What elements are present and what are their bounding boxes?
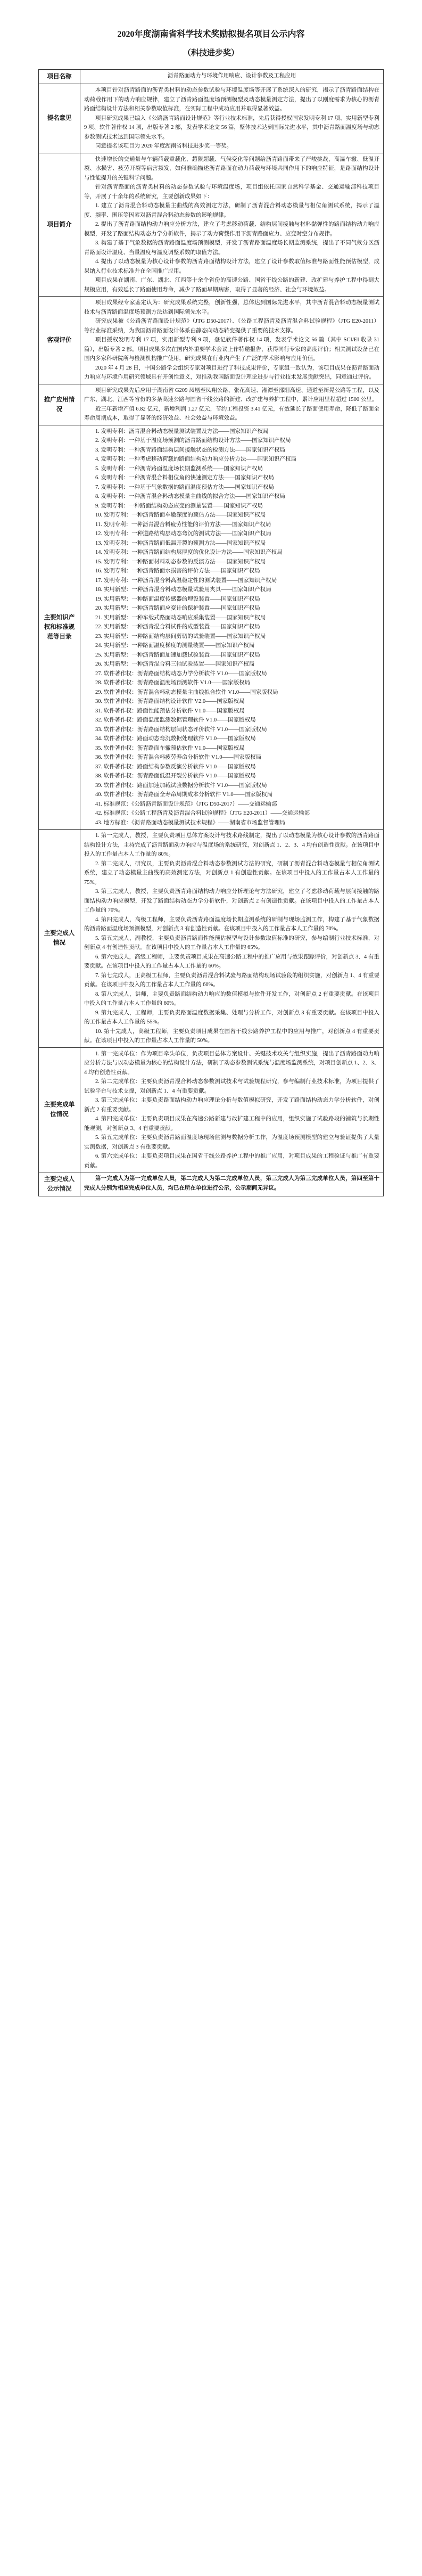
ip-list-item: 18. 实用新型：一种沥青混合料动态模量试验用夹具——国家知识产权局: [95, 587, 271, 593]
completer-entry: 8. 第八完成人，讲师，主要负责路面结构动力响应的数值模拟与软件开发工作，对创新点 2 有重要贡献。在该项目中投入的工作量占本人工作量的 60%。: [84, 991, 379, 1006]
ip-list-item: 4. 发明专利：一种考虑移动荷载的路面结构动力响应分析方法——国家知识产权局: [95, 456, 296, 462]
opinion-paragraph: 本项目针对沥青路面的沥青类材料的动态参数试验与环境温度场等开展了系统深入的研究，揭示了沥青路面结构在动荷载作用下的动力响应规律，建立了沥青路面温度场预测模型及动态模量测定方法，提出了以刚度需求为核心的沥青路面结构设计方法和相关参数取值标准，在实际工程中成功应用并取得显著效益。: [84, 87, 379, 112]
application-paragraph: 近三年新增产值 6.82 亿元，新增利润 1.27 亿元，节约工程投资 3.41 亿元，有效延长了路面使用寿命，降低了路面全寿命周期成本，取得了显著的经济效益、社会效益与环境效益。: [84, 406, 379, 421]
document-subtitle: （科技进步奖）: [183, 49, 239, 58]
evaluation-paragraph: 项目成果经专家鉴定认为：研究成果系统完整，创新性强，总体达到国际先进水平，其中沥青混合料动态模量测试技术与沥青路面温度场预测方法达到国际领先水平。: [84, 300, 379, 315]
ip-list-item: 36. 软件著作权：沥青混合料疲劳寿命分析软件 V1.0——国家版权局: [95, 754, 262, 760]
completer-entry: 4. 第四完成人，高级工程师，主要负责沥青路面温度场长期监测系统的研制与现场监测工作，构建了基于气象数据的沥青路面温度场预测模型，对创新点 3 有创造性贡献。在该项目中投入的工作量占本人工作量的 70%。: [84, 916, 379, 932]
completers-content: [80, 830, 384, 1048]
summary-paragraph: 1. 建立了沥青混合料动态模量主曲线的高效测定方法，研制了沥青混合料动态模量与相位角测试系统，揭示了温度、频率、围压等因素对沥青混合料动态参数的影响规律。: [84, 203, 379, 218]
opinion-paragraph: 同意提名该项目为 2020 年度湖南省科技进步奖一等奖。: [95, 143, 233, 149]
ip-list-item: 6. 发明专利：一种沥青混合料相位角的快速测定方法——国家知识产权局: [95, 475, 274, 481]
unit-entry: 6. 第六完成单位：主要负责项目成果在国省干线公路养护工程中的推广应用，对项目成果的工程验证与推广有重要贡献。: [84, 1153, 379, 1169]
project-summary-content: [80, 153, 384, 297]
unit-entry: 4. 第四完成单位：主要负责项目成果在高速公路新建与改扩建工程中的应用，组织实施了试验路段的铺筑与长期性能观测，对创新点 3、4 有重要贡献。: [84, 1116, 379, 1131]
row-nomination-opinion: [39, 84, 384, 153]
ip-list-item: 12. 发明专利：一种道路结构层动态弯沉的测试方法——国家知识产权局: [95, 531, 271, 537]
label-application: 推广应用情况: [39, 384, 80, 425]
ip-list-item: 22. 实用新型：一种沥青混合料试件的成型装置——国家知识产权局: [95, 624, 260, 630]
completers-units-note: 第一完成人为第一完成单位人员，第二完成人为第二完成单位人员，第三完成人为第三完成单位人员，第四至第十完成人分别为相应完成单位人员，均已在所在单位进行公示，公示期间无异议。: [84, 1176, 379, 1191]
row-units: [39, 1047, 384, 1172]
ip-list-item: 29. 软件著作权：沥青混合料动态模量主曲线拟合软件 V1.0——国家版权局: [95, 689, 278, 695]
ip-list-item: 5. 发明专利：一种沥青路面温度场长期监测系统——国家知识产权局: [95, 465, 263, 472]
ip-list-item: 3. 发明专利：一种沥青路面结构层间接触状态的检测方法——国家知识产权局: [95, 447, 285, 453]
ip-list-item: 38. 软件著作权：沥青路面低温开裂分析软件 V1.0——国家版权局: [95, 773, 256, 779]
ip-list-item: 8. 发明专利：一种沥青混合料动态模量主曲线的拟合方法——国家知识产权局: [95, 494, 285, 499]
label-project-name: 项目名称: [39, 70, 80, 84]
row-application: [39, 384, 384, 425]
row-completers: [39, 830, 384, 1048]
ip-list-item: 34. 软件著作权：路面动态弯沉数据处理软件 V1.0——国家版权局: [95, 736, 256, 742]
unit-entry: 2. 第二完成单位：主要负责沥青混合料动态参数测试技术与试验规程研究，参与编制行业技术标准，为项目提供了试验平台与技术支撑，对创新点 1、4 有重要贡献。: [84, 1079, 379, 1094]
ip-list-item: 16. 发明专利：一种沥青路面水损害的评价方法——国家知识产权局: [95, 568, 260, 574]
unit-entry: 5. 第五完成单位：主要负责沥青路面温度场现场监测与数据分析工作，为温度场预测模型的建立与验证提供了大量实测数据，对创新点 3 有重要贡献。: [84, 1135, 379, 1150]
row-completers-units: [39, 1172, 384, 1196]
ip-list-item: 27. 软件著作权：沥青路面结构动态力学分析软件 V1.0——国家版权局: [95, 670, 267, 677]
ip-list-content: [80, 425, 384, 830]
document-title: 2020年度湖南省科学技术奖励拟提名项目公示内容: [117, 30, 305, 39]
label-objective-evaluation: 客观评价: [39, 297, 80, 384]
summary-paragraph: 4. 提出了以动态模量为核心设计参数的沥青路面结构设计方法，建立了设计参数取值标准与路面性能预估模型，成果纳入行业技术标准并在全国推广应用。: [84, 259, 379, 274]
ip-list-item: 10. 发明专利：一种沥青路面车辙深度的预估方法——国家知识产权局: [95, 512, 266, 518]
ip-list-item: 25. 实用新型：一种沥青路面加速加载试验装置——国家知识产权局: [95, 652, 260, 658]
evaluation-paragraph: 2020 年 4 月 28 日，中国公路学会组织专家对项目进行了科技成果评价，专家组一致认为，该项目成果在沥青路面动力响应与环境作用研究领域具有开创性意义，对推动我国路面设计理论进步与行业技术发展贡献突出，同意通过评价。: [84, 365, 379, 380]
ip-list-item: 19. 实用新型：一种路面温度传感器的埋设装置——国家知识产权局: [95, 596, 260, 602]
summary-paragraph: 针对沥青路面的沥青类材料的动态参数试验与环境温度场，项目组依托国家自然科学基金、交通运输部科技项目等，开展了十余年的系统研究，主要创新成果如下：: [84, 184, 379, 200]
ip-list-item: 42. 标准规范：《公路工程沥青及沥青混合料试验规程》（JTG E20-2011）——交通运输部: [95, 810, 310, 816]
label-project-summary: 项目简介: [39, 153, 80, 297]
ip-list-item: 37. 软件著作权：路面结构参数反演分析软件 V1.0——国家版权局: [95, 764, 256, 770]
project-name-value: 沥青路面动力与环境作用响应、设计参数及工程应用: [80, 70, 384, 84]
ip-list-item: 14. 发明专利：一种沥青路面结构层厚度的优化设计方法——国家知识产权局: [95, 549, 283, 555]
ip-list-item: 2. 发明专利：一种基于温度场预测的沥青路面结构设计方法——国家知识产权局: [95, 438, 291, 444]
ip-list-item: 17. 发明专利：一种沥青混合料高温稳定性的测试装置——国家知识产权局: [95, 577, 277, 584]
completer-entry: 3. 第三完成人，教授，主要负责沥青路面结构动力响应分析理论与方法研究，建立了考虑移动荷载与层间接触的路面结构动力响应模型，开发了路面结构动态力学分析软件，对创新点 2 有创造性贡献。在该项目中投入的工作量占本人工作量的 70%。: [84, 889, 379, 913]
label-completers-units: 主要完成人公示情况: [39, 1172, 80, 1196]
evaluation-paragraph: 项目授权发明专利 17 项，实用新型专利 9 项，登记软件著作权 14 项，发表学术论文 56 篇（其中 SCI/EI 收录 31 篇），出版专著 2 部。项目成果多次在国内外重要学术会议上作特邀报告，获得同行专家的高度评价；相关测试设备已在国内多家科研院所与检测机构推广使用，研究成果在行业内产生了广泛的学术影响与应用价值。: [84, 337, 379, 362]
ip-list-item: 31. 软件著作权：路面性能预估分析软件 V1.0——国家版权局: [95, 708, 245, 714]
ip-list-item: 43. 地方标准：《沥青路面动态模量测试技术规程》——湖南省市场监督管理局: [95, 819, 285, 826]
row-project-name: [39, 70, 384, 84]
row-objective-evaluation: [39, 297, 384, 384]
project-info-table: [38, 69, 384, 1196]
ip-list-item: 20. 实用新型：一种沥青路面应变计的保护装置——国家知识产权局: [95, 605, 260, 611]
document-page: [0, 0, 422, 1196]
completer-entry: 7. 第七完成人，正高级工程师，主要负责沥青混合料试验与路面结构现场试验段的组织实施，对创新点 1、4 有重要贡献。在该项目中投入的工作量占本人工作量的 60%。: [84, 972, 379, 988]
ip-list-item: 30. 软件著作权：沥青路面结构设计软件 V2.0——国家版权局: [95, 699, 245, 704]
ip-list-item: 9. 发明专利：一种路面结构动态应变的测量装置——国家知识产权局: [95, 503, 263, 509]
evaluation-paragraph: 研究成果被《公路沥青路面设计规范》（JTG D50-2017）、《公路工程沥青及沥青混合料试验规程》（JTG E20-2011）等行业标准采纳，为我国沥青路面设计体系由静态向动态转变提供了重要的技术支撑。: [84, 318, 379, 334]
unit-entry: 1. 第一完成单位：作为项目牵头单位，负责项目总体方案设计、关键技术攻关与组织实施，提出了沥青路面动力响应分析方法与以动态模量为核心的结构设计方法，研制了动态参数测试系统与温度场监测系统，对项目创新点 1、2、3、4 均有创造性贡献。: [84, 1051, 379, 1076]
label-completers: 主要完成人情况: [39, 830, 80, 1048]
ip-list-item: 21. 实用新型：一种车载式路面动态响应采集装置——国家知识产权局: [95, 614, 266, 621]
ip-list-item: 15. 发明专利：一种路面材料动态参数的反演方法——国家知识产权局: [95, 559, 266, 565]
application-paragraph: 项目研究成果先后应用于湖南省 G209 凤凰至凤翔公路、张花高速、湘潭至邵阳高速、通道至新晃公路等工程，以及广东、湖北、江西等省份的多条高速公路与国省干线公路的新建、改扩建与养护工程中，累计应用里程超过 1500 公里。: [84, 387, 379, 403]
label-nomination-opinion: 提名意见: [39, 84, 80, 153]
objective-evaluation-content: [80, 297, 384, 384]
completer-entry: 1. 第一完成人，教授，主要负责项目总体方案设计与技术路线制定，提出了以动态模量为核心设计参数的沥青路面结构设计方法，主持完成了沥青路面动力响应与温度场的系统研究，对创新点 1、2、3、4 均有创造性贡献。在该项目中投入的工作量占本人工作量的 80%。: [84, 833, 379, 857]
completer-entry: 9. 第九完成人，工程师，主要负责路面温度数据采集、处理与分析工作，对创新点 3 有重要贡献。在该项目中投入的工作量占本人工作量的 55%。: [84, 1010, 379, 1025]
units-content: [80, 1047, 384, 1172]
summary-paragraph: 2. 提出了沥青路面结构动力响应分析方法，建立了考虑移动荷载、结构层间接触与材料黏弹性的路面结构动力响应模型，开发了路面结构动态力学分析软件，揭示了动力荷载作用下沥青路面应力、应变时空分布规律。: [84, 221, 379, 237]
ip-list-item: 32. 软件著作权：路面温度监测数据管理软件 V1.0——国家版权局: [95, 717, 256, 723]
ip-list-item: 11. 发明专利：一种沥青混合料疲劳性能的评价方法——国家知识产权局: [95, 521, 271, 528]
ip-list-item: 33. 软件著作权：沥青路面结构层间状态评价软件 V1.0——国家版权局: [95, 726, 267, 733]
ip-list-item: 24. 实用新型：一种路面温度梯度的测量装置——国家知识产权局: [95, 643, 255, 649]
ip-list-item: 41. 标准规范：《公路沥青路面设计规范》（JTG D50-2017）——交通运输部: [95, 801, 277, 807]
completer-entry: 2. 第二完成人，研究员，主要负责沥青混合料动态参数测试方法的研究，研制了沥青混合料动态模量与相位角测试系统，建立了动态模量主曲线的高效测定方法，对创新点 1 有创造性贡献。在该项目中投入的工作量占本人工作量的 75%。: [84, 860, 379, 885]
opinion-paragraph: 项目研究成果已编入《公路沥青路面设计规范》等行业技术标准，先后获得授权国家发明专利 17 项、实用新型专利 9 项、软件著作权 14 项，出版专著 2 部，发表学术论文 56 篇，整体技术达到国际先进水平，其中沥青路面温度场与动态参数测试技术达到国际领先水平。: [84, 115, 379, 140]
ip-list-item: 26. 实用新型：一种沥青混合料三轴试验装置——国家知识产权局: [95, 661, 255, 667]
ip-list-item: 35. 软件著作权：沥青路面车辙预估软件 V1.0——国家版权局: [95, 745, 245, 751]
row-project-summary: [39, 153, 384, 297]
completer-entry: 10. 第十完成人，高级工程师，主要负责项目成果在国省干线公路养护工程中的应用与推广，对创新点 4 有重要贡献。在该项目中投入的工作量占本人工作量的 50%。: [84, 1028, 379, 1044]
label-ip-list: 主要知识产权和标准规范等目录: [39, 425, 80, 830]
label-units: 主要完成单位情况: [39, 1047, 80, 1172]
ip-list-item: 23. 实用新型：一种路面结构层间剪切的试验装置——国家知识产权局: [95, 633, 266, 639]
completer-entry: 6. 第六完成人，高级工程师，主要负责项目成果在高速公路工程中的推广应用与效果跟踪评价，对创新点 3、4 有重要贡献。在该项目中投入的工作量占本人工作量的 60%。: [84, 954, 379, 969]
summary-paragraph: 快速增长的交通量与车辆荷载重载化、超限超载、气候变化等问题给沥青路面带来了严峻挑战，高温车辙、低温开裂、水损害、疲劳开裂等病害频发，如何准确描述沥青路面在动力荷载与环境共同作用下的响应特征，是路面结构设计与性能提升的关键科学问题。: [84, 156, 379, 181]
ip-list-item: 7. 发明专利：一种基于气象数据的路面温度预估方法——国家知识产权局: [95, 484, 274, 490]
ip-list-item: 13. 发明专利：一种沥青路面低温开裂的预测方法——国家知识产权局: [95, 540, 266, 546]
completers-units-content: [80, 1172, 384, 1196]
application-content: [80, 384, 384, 425]
summary-paragraph: 3. 构建了基于气象数据的沥青路面温度场预测模型，开发了沥青路面温度场长期监测系统，提出了不同气候分区沥青路面设计温度、当量温度与温度调整系数的取值方法。: [84, 240, 379, 256]
nomination-opinion-content: [80, 84, 384, 153]
ip-list-item: 1. 发明专利：沥青混合料动态模量测试装置及方法——国家知识产权局: [95, 428, 269, 434]
ip-list-item: 28. 软件著作权：沥青路面温度场预测软件 V1.0——国家版权局: [95, 680, 251, 686]
unit-entry: 3. 第三完成单位：主要负责路面结构动力响应理论分析与数值模拟研究，开发了路面结构动态力学分析软件，对创新点 2 有重要贡献。: [84, 1097, 379, 1113]
completer-entry: 5. 第五完成人，副教授，主要负责沥青路面性能预估模型与设计参数取值标准的研究，参与编制行业技术标准，对创新点 4 有创造性贡献。在该项目中投入的工作量占本人工作量的 65%。: [84, 935, 379, 950]
ip-list-item: 39. 软件著作权：路面加速加载试验数据分析软件 V1.0——国家版权局: [95, 782, 267, 789]
row-ip-list: [39, 425, 384, 830]
ip-list-item: 40. 软件著作权：沥青路面全寿命周期成本分析软件 V1.0——国家版权局: [95, 792, 273, 798]
summary-paragraph: 项目成果在湖南、广东、湖北、江西等十余个省份的高速公路、国省干线公路的新建、改扩建与养护工程中得到大规模应用，有效延长了路面使用寿命，减少了路面早期病害，取得了显著的经济、社会与环境效益。: [84, 277, 379, 293]
